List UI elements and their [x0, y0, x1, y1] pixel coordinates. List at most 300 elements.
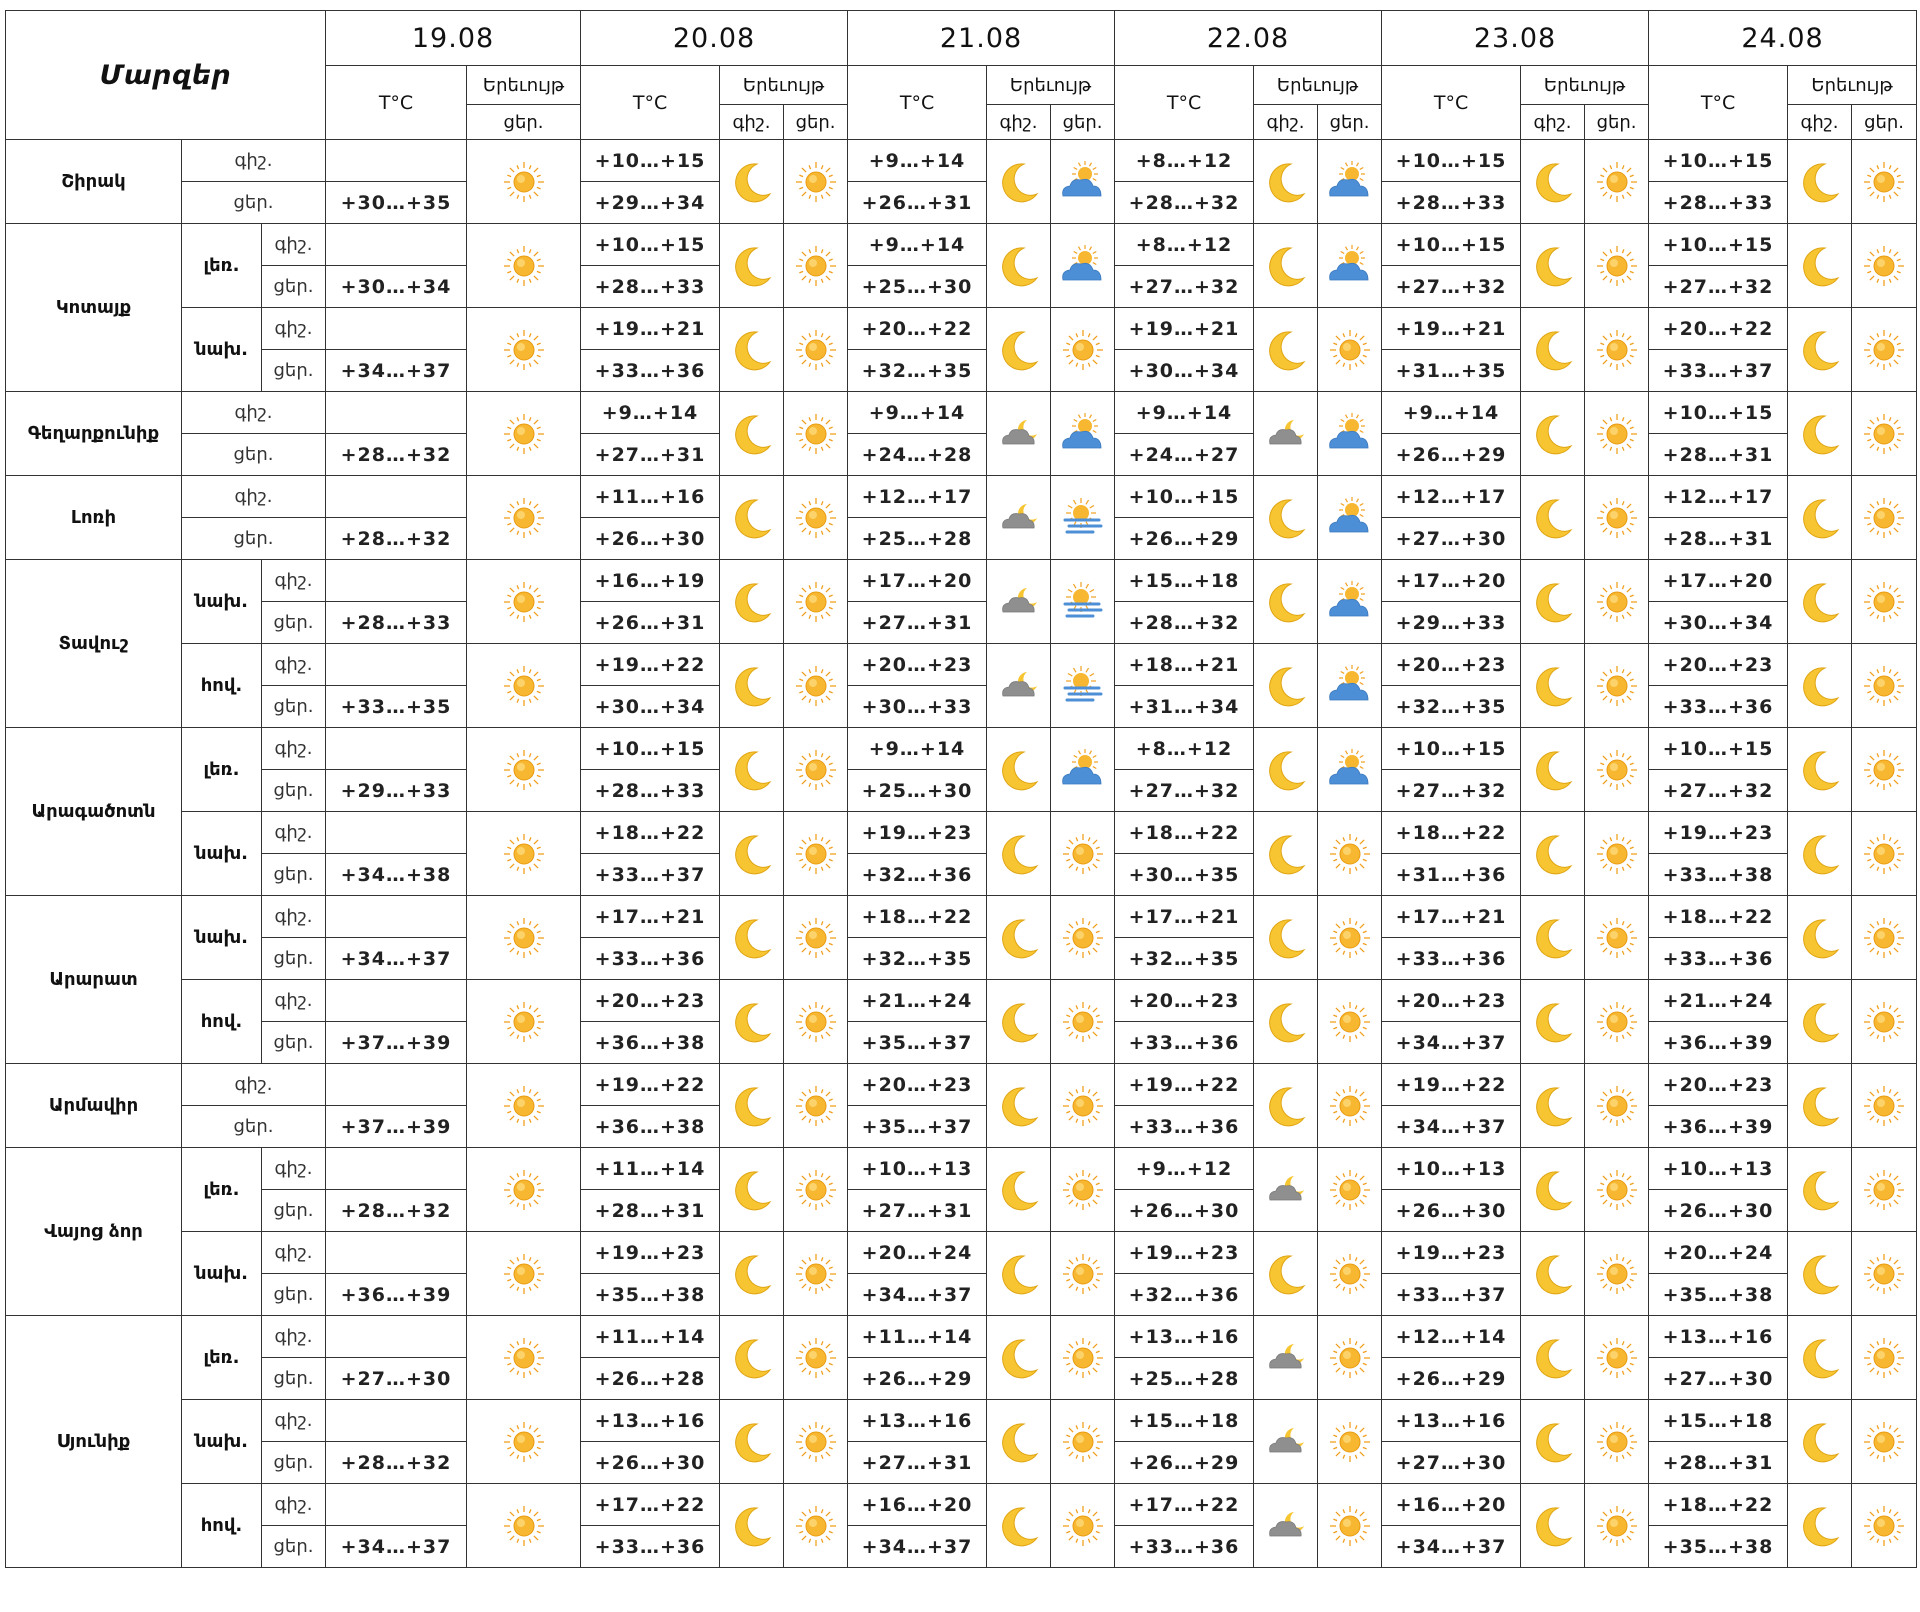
day-phenomenon-cell	[1318, 1484, 1382, 1568]
day-temp: +33…+36	[1115, 1106, 1254, 1148]
night-phenomenon-cell	[720, 1064, 784, 1148]
moon-icon	[1254, 496, 1317, 540]
moon-icon	[720, 496, 783, 540]
day-temp: +30…+34	[581, 686, 720, 728]
sun-cloud-icon	[1318, 748, 1381, 792]
temp-header: T°C	[1115, 66, 1254, 140]
sun-icon	[1051, 1170, 1114, 1210]
night-temp: +15…+18	[1115, 1400, 1254, 1442]
moon-icon	[1521, 1252, 1584, 1296]
sun-cloud-icon	[1318, 412, 1381, 456]
sun-icon	[1852, 666, 1916, 706]
moon-icon	[987, 1336, 1050, 1380]
night-phenomenon-cell	[987, 896, 1051, 980]
night-header: գիշ.	[1788, 105, 1852, 140]
day-temp: +25…+30	[848, 770, 987, 812]
region-name: Կոտայք	[6, 224, 182, 392]
night-temp: +18…+22	[848, 896, 987, 938]
day-phenomenon-cell	[784, 476, 848, 560]
night-phenomenon-cell	[1788, 896, 1852, 980]
night-phenomenon-cell	[987, 392, 1051, 476]
day-label: ցեր.	[262, 1274, 326, 1316]
day-temp: +35…+37	[848, 1106, 987, 1148]
night-phenomenon-cell	[1521, 224, 1585, 308]
day-temp: +28…+31	[1649, 1442, 1788, 1484]
night-phenomenon-cell	[1521, 1316, 1585, 1400]
sun-icon	[1318, 1002, 1381, 1042]
night-temp: +10…+13	[1382, 1148, 1521, 1190]
night-temp: +11…+14	[581, 1316, 720, 1358]
day-phenomenon-cell	[784, 1400, 848, 1484]
night-phenomenon-cell	[1254, 1400, 1318, 1484]
night-phenomenon-cell	[1254, 224, 1318, 308]
day-phenomenon-cell	[1318, 728, 1382, 812]
night-temp: +10…+13	[1649, 1148, 1788, 1190]
moon-icon	[720, 160, 783, 204]
sun-icon	[1318, 1422, 1381, 1462]
night-phenomenon-cell	[720, 392, 784, 476]
day-phenomenon-cell	[1051, 728, 1115, 812]
day-phenomenon-cell	[1318, 644, 1382, 728]
day-phenomenon-cell	[784, 1232, 848, 1316]
night-temp: +12…+17	[1382, 476, 1521, 518]
night-temp: +16…+20	[848, 1484, 987, 1526]
night-temp: +10…+15	[1382, 728, 1521, 770]
moon-icon	[1521, 1000, 1584, 1044]
day-phenomenon-cell	[1051, 476, 1115, 560]
day-phenomenon-cell	[467, 1148, 581, 1232]
day-label: ցեր.	[262, 602, 326, 644]
night-temp: +18…+21	[1115, 644, 1254, 686]
day-phenomenon-cell	[1852, 1484, 1917, 1568]
day-temp: +25…+30	[848, 266, 987, 308]
region-name: Լոռի	[6, 476, 182, 560]
day-header: ցեր.	[1852, 105, 1917, 140]
night-temp: +20…+23	[1382, 644, 1521, 686]
day-phenomenon-cell	[1051, 224, 1115, 308]
day-temp: +27…+31	[848, 1190, 987, 1232]
night-temp: +19…+22	[581, 644, 720, 686]
night-phenomenon-cell	[720, 1484, 784, 1568]
empty-night-temp	[326, 1064, 467, 1106]
sun-icon	[1585, 162, 1648, 202]
sun-icon	[784, 414, 847, 454]
moon-icon	[987, 1168, 1050, 1212]
sun-icon	[467, 666, 580, 706]
night-phenomenon-cell	[1788, 728, 1852, 812]
sun-icon	[784, 666, 847, 706]
night-temp: +9…+14	[1115, 392, 1254, 434]
moon-icon	[1254, 832, 1317, 876]
cloud-moon-icon	[1254, 1422, 1317, 1462]
sun-icon	[784, 1002, 847, 1042]
moon-icon	[1521, 916, 1584, 960]
sun-dust-icon	[1051, 580, 1114, 624]
day-temp: +25…+28	[1115, 1358, 1254, 1400]
phenomenon-header: Երեւույթ	[467, 66, 581, 105]
day-phenomenon-cell	[1318, 392, 1382, 476]
night-phenomenon-cell	[720, 896, 784, 980]
night-label: գիշ.	[182, 1064, 326, 1106]
night-label: գիշ.	[262, 1148, 326, 1190]
day-phenomenon-cell	[1585, 980, 1649, 1064]
temp-header: T°C	[1649, 66, 1788, 140]
night-label: գիշ.	[262, 896, 326, 938]
day-temp: +36…+39	[1649, 1106, 1788, 1148]
table-row	[6, 1400, 1917, 1442]
day-phenomenon-cell	[467, 224, 581, 308]
day-temp: +32…+35	[848, 938, 987, 980]
table-row	[6, 476, 1917, 518]
night-phenomenon-cell	[720, 1316, 784, 1400]
sun-icon	[1051, 1086, 1114, 1126]
moon-icon	[720, 1168, 783, 1212]
sun-icon	[1585, 246, 1648, 286]
night-phenomenon-cell	[1254, 140, 1318, 224]
zone-label: լեռ.	[182, 1148, 262, 1232]
night-label: գիշ.	[262, 644, 326, 686]
moon-icon	[1788, 748, 1851, 792]
moon-icon	[1254, 916, 1317, 960]
night-phenomenon-cell	[1521, 476, 1585, 560]
temp-header: T°C	[848, 66, 987, 140]
night-phenomenon-cell	[1788, 1232, 1852, 1316]
day-phenomenon-cell	[784, 560, 848, 644]
day-phenomenon-cell	[1585, 224, 1649, 308]
sun-icon	[1318, 1170, 1381, 1210]
sun-icon	[1852, 1086, 1916, 1126]
region-name: Արմավիր	[6, 1064, 182, 1148]
moon-icon	[987, 916, 1050, 960]
night-temp: +20…+23	[848, 644, 987, 686]
temp-header: T°C	[1382, 66, 1521, 140]
day-phenomenon-cell	[467, 1400, 581, 1484]
day-phenomenon-cell	[1051, 1400, 1115, 1484]
day-temp: +36…+39	[1649, 1022, 1788, 1064]
day-temp: +34…+37	[848, 1274, 987, 1316]
zone-label: նախ.	[182, 1400, 262, 1484]
day-temp: +30…+34	[326, 266, 467, 308]
day-temp: +26…+31	[581, 602, 720, 644]
sun-icon	[1051, 1506, 1114, 1546]
day-phenomenon-cell	[1051, 560, 1115, 644]
day-temp: +28…+32	[326, 1442, 467, 1484]
day-phenomenon-cell	[1318, 1148, 1382, 1232]
moon-icon	[1521, 244, 1584, 288]
day-temp: +28…+31	[1649, 434, 1788, 476]
table-row	[6, 1316, 1917, 1358]
moon-icon	[1254, 1000, 1317, 1044]
night-temp: +11…+16	[581, 476, 720, 518]
sun-icon	[1585, 498, 1648, 538]
day-phenomenon-cell	[1585, 392, 1649, 476]
zone-label: հով.	[182, 1484, 262, 1568]
night-temp: +19…+23	[1649, 812, 1788, 854]
sun-icon	[1051, 330, 1114, 370]
moon-icon	[720, 1420, 783, 1464]
night-phenomenon-cell	[1521, 308, 1585, 392]
night-phenomenon-cell	[1788, 1316, 1852, 1400]
day-phenomenon-cell	[467, 1484, 581, 1568]
moon-icon	[1521, 160, 1584, 204]
day-temp: +28…+33	[581, 770, 720, 812]
day-temp: +28…+32	[326, 434, 467, 476]
sun-icon	[467, 1002, 580, 1042]
day-phenomenon-cell	[784, 1148, 848, 1232]
day-temp: +26…+30	[581, 1442, 720, 1484]
night-phenomenon-cell	[1788, 644, 1852, 728]
day-temp: +30…+35	[326, 182, 467, 224]
moon-icon	[1521, 832, 1584, 876]
night-temp: +13…+16	[848, 1400, 987, 1442]
phenomenon-header: Երեւույթ	[987, 66, 1115, 105]
sun-icon	[1318, 1338, 1381, 1378]
empty-night-temp	[326, 560, 467, 602]
table-row	[6, 812, 1917, 854]
table-row	[6, 140, 1917, 182]
night-temp: +13…+16	[1382, 1400, 1521, 1442]
moon-icon	[720, 412, 783, 456]
night-phenomenon-cell	[987, 1232, 1051, 1316]
day-phenomenon-cell	[1318, 896, 1382, 980]
day-phenomenon-cell	[467, 812, 581, 896]
day-temp: +26…+29	[1115, 518, 1254, 560]
day-phenomenon-cell	[467, 728, 581, 812]
day-label: ցեր.	[262, 350, 326, 392]
night-temp: +10…+15	[1115, 476, 1254, 518]
sun-icon	[1852, 414, 1916, 454]
day-phenomenon-cell	[784, 896, 848, 980]
night-temp: +10…+15	[1649, 140, 1788, 182]
moon-icon	[1521, 580, 1584, 624]
night-temp: +19…+22	[1115, 1064, 1254, 1106]
day-label: ցեր.	[262, 1358, 326, 1400]
day-label: ցեր.	[182, 1106, 326, 1148]
day-label: ցեր.	[182, 518, 326, 560]
day-phenomenon-cell	[1585, 1148, 1649, 1232]
sun-icon	[467, 1422, 580, 1462]
zone-label: նախ.	[182, 560, 262, 644]
night-temp: +20…+23	[581, 980, 720, 1022]
sun-icon	[467, 1338, 580, 1378]
night-label: գիշ.	[262, 224, 326, 266]
table-row	[6, 1484, 1917, 1526]
moon-icon	[1788, 1420, 1851, 1464]
day-phenomenon-cell	[1318, 140, 1382, 224]
sun-cloud-icon	[1318, 664, 1381, 708]
phenomenon-header: Երեւույթ	[1521, 66, 1649, 105]
sun-icon	[1585, 750, 1648, 790]
day-temp: +34…+37	[326, 1526, 467, 1568]
temp-header: T°C	[326, 66, 467, 140]
sun-icon	[1585, 330, 1648, 370]
table-row	[6, 644, 1917, 686]
night-phenomenon-cell	[1788, 140, 1852, 224]
moon-icon	[720, 1000, 783, 1044]
night-phenomenon-cell	[1521, 1484, 1585, 1568]
zone-label: լեռ.	[182, 728, 262, 812]
moon-icon	[1788, 916, 1851, 960]
sun-icon	[784, 750, 847, 790]
moon-icon	[720, 1252, 783, 1296]
night-temp: +10…+15	[581, 140, 720, 182]
day-phenomenon-cell	[467, 308, 581, 392]
sun-icon	[467, 498, 580, 538]
night-temp: +18…+22	[1115, 812, 1254, 854]
sun-icon	[1318, 1506, 1381, 1546]
night-temp: +10…+15	[1649, 224, 1788, 266]
day-temp: +33…+37	[1649, 350, 1788, 392]
day-temp: +26…+30	[1115, 1190, 1254, 1232]
sun-icon	[784, 162, 847, 202]
night-phenomenon-cell	[1788, 1148, 1852, 1232]
cloud-moon-icon	[1254, 1170, 1317, 1210]
night-phenomenon-cell	[987, 1316, 1051, 1400]
sun-icon	[467, 1086, 580, 1126]
region-name: Սյունիք	[6, 1316, 182, 1568]
night-temp: +17…+22	[1115, 1484, 1254, 1526]
sun-icon	[1852, 1170, 1916, 1210]
night-phenomenon-cell	[987, 728, 1051, 812]
night-temp: +20…+23	[1649, 644, 1788, 686]
sun-icon	[467, 1254, 580, 1294]
day-phenomenon-cell	[784, 1064, 848, 1148]
moon-icon	[1788, 244, 1851, 288]
night-phenomenon-cell	[987, 1484, 1051, 1568]
day-phenomenon-cell	[784, 224, 848, 308]
night-temp: +18…+22	[1649, 1484, 1788, 1526]
moon-icon	[1521, 1168, 1584, 1212]
day-header: ցեր.	[1318, 105, 1382, 140]
region-name: Արարատ	[6, 896, 182, 1064]
sun-icon	[784, 246, 847, 286]
day-temp: +34…+38	[326, 854, 467, 896]
day-phenomenon-cell	[784, 980, 848, 1064]
table-header	[6, 11, 1917, 140]
day-temp: +32…+35	[848, 350, 987, 392]
day-phenomenon-cell	[1585, 1064, 1649, 1148]
day-phenomenon-cell	[1318, 1232, 1382, 1316]
day-temp: +27…+31	[848, 1442, 987, 1484]
night-temp: +8…+12	[1115, 224, 1254, 266]
night-temp: +19…+21	[581, 308, 720, 350]
night-temp: +17…+20	[1649, 560, 1788, 602]
sun-dust-icon	[1051, 496, 1114, 540]
night-temp: +20…+24	[1649, 1232, 1788, 1274]
regions-header: Մարզեր	[6, 11, 326, 140]
day-phenomenon-cell	[1585, 812, 1649, 896]
day-temp: +32…+36	[848, 854, 987, 896]
night-temp: +17…+21	[1115, 896, 1254, 938]
day-phenomenon-cell	[1585, 308, 1649, 392]
moon-icon	[1254, 748, 1317, 792]
day-temp: +33…+36	[1649, 686, 1788, 728]
sun-icon	[1318, 918, 1381, 958]
night-temp: +9…+14	[848, 392, 987, 434]
night-phenomenon-cell	[720, 308, 784, 392]
moon-icon	[1788, 664, 1851, 708]
sun-icon	[784, 498, 847, 538]
moon-icon	[1788, 1084, 1851, 1128]
sun-icon	[1585, 1506, 1648, 1546]
empty-night-temp	[326, 1400, 467, 1442]
moon-icon	[720, 832, 783, 876]
day-temp: +27…+30	[326, 1358, 467, 1400]
night-temp: +8…+12	[1115, 728, 1254, 770]
day-phenomenon-cell	[467, 476, 581, 560]
night-temp: +19…+22	[581, 1064, 720, 1106]
sun-cloud-icon	[1318, 496, 1381, 540]
sun-icon	[784, 918, 847, 958]
sun-icon	[1852, 162, 1916, 202]
night-phenomenon-cell	[720, 1232, 784, 1316]
night-phenomenon-cell	[720, 644, 784, 728]
night-phenomenon-cell	[1788, 560, 1852, 644]
night-phenomenon-cell	[987, 1148, 1051, 1232]
sun-icon	[1585, 1338, 1648, 1378]
moon-icon	[1521, 748, 1584, 792]
day-temp: +31…+34	[1115, 686, 1254, 728]
day-temp: +27…+31	[581, 434, 720, 476]
night-label: գիշ.	[182, 140, 326, 182]
day-phenomenon-cell	[1852, 224, 1917, 308]
night-phenomenon-cell	[720, 476, 784, 560]
night-phenomenon-cell	[1521, 1064, 1585, 1148]
moon-icon	[720, 580, 783, 624]
zone-label: լեռ.	[182, 1316, 262, 1400]
day-phenomenon-cell	[467, 980, 581, 1064]
table-row	[6, 308, 1917, 350]
moon-icon	[1788, 160, 1851, 204]
day-phenomenon-cell	[1585, 140, 1649, 224]
moon-icon	[1521, 1504, 1584, 1548]
sun-icon	[467, 750, 580, 790]
day-temp: +35…+38	[1649, 1274, 1788, 1316]
day-phenomenon-cell	[784, 392, 848, 476]
moon-icon	[720, 748, 783, 792]
day-phenomenon-cell	[784, 140, 848, 224]
moon-icon	[1521, 664, 1584, 708]
forecast-table	[5, 10, 1917, 1568]
sun-icon	[784, 1338, 847, 1378]
day-phenomenon-cell	[1585, 476, 1649, 560]
sun-icon	[1318, 834, 1381, 874]
night-phenomenon-cell	[1788, 1400, 1852, 1484]
day-phenomenon-cell	[1852, 392, 1917, 476]
day-label: ցեր.	[182, 182, 326, 224]
sun-icon	[1852, 498, 1916, 538]
night-phenomenon-cell	[1254, 392, 1318, 476]
day-phenomenon-cell	[1318, 980, 1382, 1064]
day-phenomenon-cell	[467, 1232, 581, 1316]
day-phenomenon-cell	[1585, 896, 1649, 980]
night-temp: +20…+23	[1649, 1064, 1788, 1106]
empty-night-temp	[326, 1484, 467, 1526]
day-phenomenon-cell	[1852, 560, 1917, 644]
day-temp: +32…+35	[1115, 938, 1254, 980]
day-temp: +26…+30	[581, 518, 720, 560]
sun-icon	[1852, 918, 1916, 958]
night-temp: +20…+24	[848, 1232, 987, 1274]
sun-cloud-icon	[1051, 748, 1114, 792]
moon-icon	[987, 1252, 1050, 1296]
sun-icon	[467, 330, 580, 370]
sun-icon	[1051, 1254, 1114, 1294]
day-phenomenon-cell	[1051, 392, 1115, 476]
day-phenomenon-cell	[1585, 560, 1649, 644]
day-temp: +35…+37	[848, 1022, 987, 1064]
night-phenomenon-cell	[987, 1064, 1051, 1148]
